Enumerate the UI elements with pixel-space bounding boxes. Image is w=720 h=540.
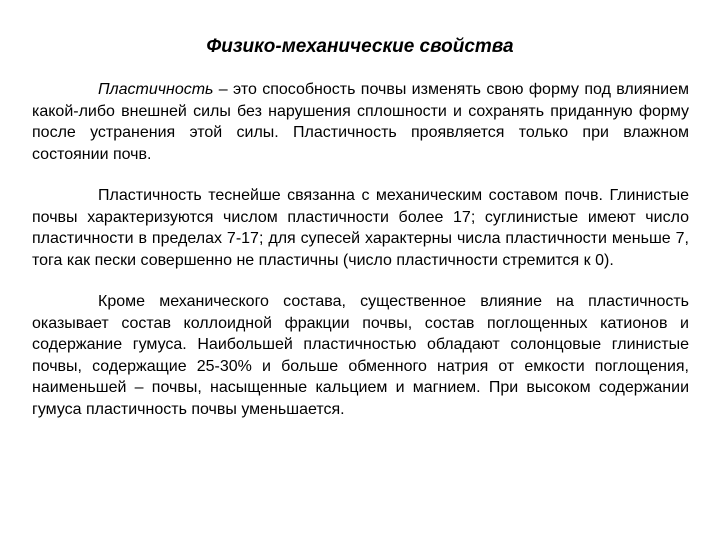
- paragraph-text: Кроме механического состава, существенное влияние на пластичность оказывает состав коллоидной фракции почвы, состав поглощенных катионов и содержание гумуса. Наибольшей пластичностью обладают солонцовые глинистые почвы, содержащие 25-30% и больше обменного натрия от емкости поглощения, наименьшей – почвы, насыщенные кальцием и магнием. При высоком содержании гумуса пластичность почвы уменьшается.: [32, 293, 689, 418]
- paragraph-plasticity-definition: [32, 79, 689, 165]
- paragraph-text: – это способность почвы изменять свою форму под влиянием какой-либо внешней силы без нарушения сплошности и сохранять приданную форму после устранения этой силы. Пластичность проявляется только при влажном состоянии почв.: [32, 81, 689, 163]
- paragraph-mechanical-composition: [32, 185, 689, 271]
- slide-body: [32, 79, 689, 420]
- paragraph-text: Пластичность теснейше связанна с механическим составом почв. Глинистые почвы характеризуются числом пластичности более 17; суглинистые имеют число пластичности в пределах 7-17; для супесей характерны числа пластичности меньше 7, тога как пески совершенно не пластичны (число пластичности стремится к 0).: [32, 187, 689, 269]
- slide-title: Физико-механические свойства: [206, 36, 514, 57]
- term-plasticity: Пластичность: [98, 81, 214, 98]
- paragraph-colloid-fraction: [32, 291, 689, 420]
